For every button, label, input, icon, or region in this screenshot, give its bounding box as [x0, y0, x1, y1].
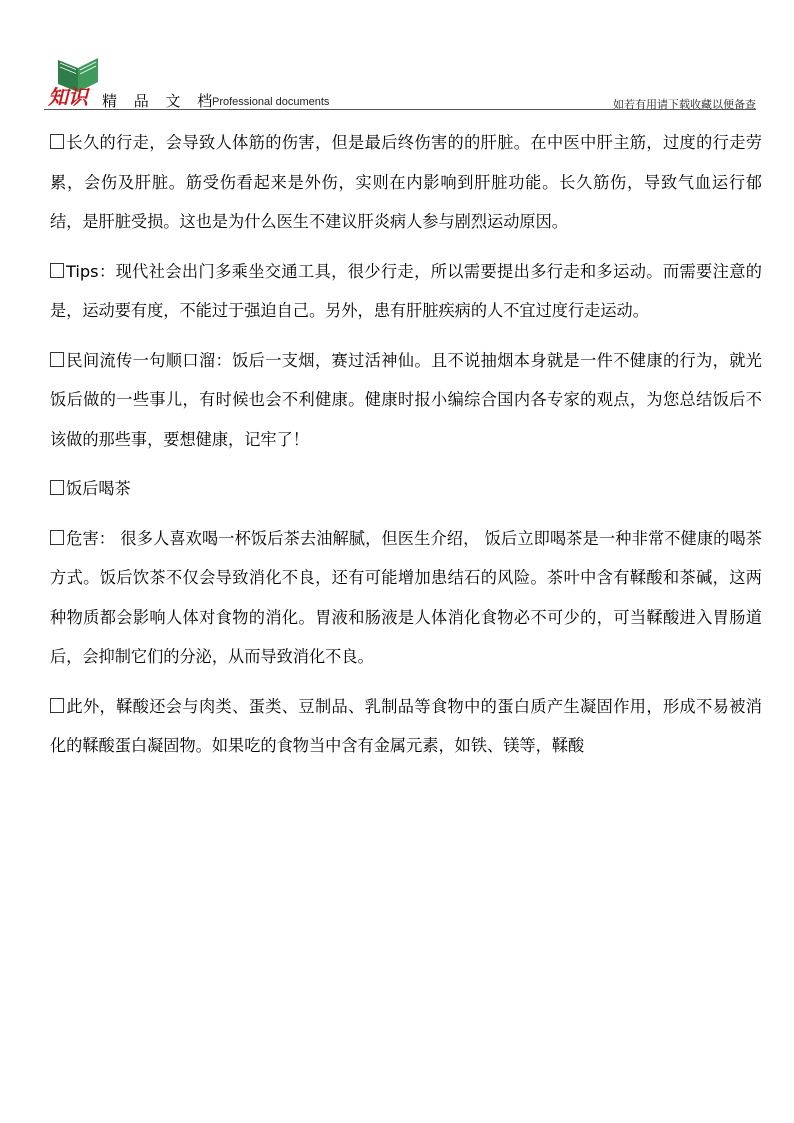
section-heading: 饭后喝茶	[50, 469, 762, 509]
bullet-box-icon	[50, 530, 64, 545]
paragraph: 此外，鞣酸还会与肉类、蛋类、豆制品、乳制品等食物中的蛋白质产生凝固作用，形成不易被消化的鞣酸蛋白凝固物。如果吃的食物当中含有金属元素，如铁、镁等，鞣酸	[50, 696, 762, 755]
bullet-box-icon	[50, 480, 64, 495]
page-header	[44, 52, 756, 112]
bullet-box-icon	[50, 352, 64, 367]
bullet-box-icon	[50, 134, 64, 149]
paragraph: 民间流传一句顺口溜：饭后一支烟，赛过活神仙。且不说抽烟本身就是一件不健康的行为，就光饭后做的一些事儿，有时候也会不利健康。健康时报小编综合国内各专家的观点，为您总结饭后不该做的那些事，要想健康，记牢了！	[50, 350, 762, 449]
brand-subtitle: Professional documents	[212, 96, 330, 108]
header-divider	[44, 109, 756, 110]
header-note: 如若有用请下载收藏以便备查	[613, 98, 756, 111]
brand-title: 精 品 文 档	[102, 92, 219, 110]
paragraph: 危害： 很多人喜欢喝一杯饭后茶去油解腻，但医生介绍， 饭后立即喝茶是一种非常不健康的喝茶方式。饭后饮茶不仅会导致消化不良，还有可能增加患结石的风险。茶叶中含有鞣酸和茶碱，这两种物质都会影响人体对食物的消化。胃液和肠液是人体消化食物必不可少的，可当鞣酸进入胃肠道后，会抑制它们的分泌，从而导致消化不良。	[50, 528, 762, 666]
book-logo-icon	[44, 52, 106, 108]
paragraph: 长久的行走，会导致人体筋的伤害，但是最后终伤害的的肝脏。在中医中肝主筋，过度的行走劳累，会伤及肝脏。筋受伤看起来是外伤，实则在内影响到肝脏功能。长久筋伤，导致气血运行郁结，是肝脏受损。这也是为什么医生不建议肝炎病人参与剧烈运动原因。	[50, 133, 762, 231]
paragraph: Tips：现代社会出门多乘坐交通工具，很少行走，所以需要提出多行走和多运动。而需要注意的是，运动要有度，不能过于强迫自己。另外，患有肝脏疾病的人不宜过度行走运动。	[50, 261, 762, 320]
bullet-box-icon	[50, 698, 64, 713]
document-body	[50, 123, 762, 776]
logo-text: 知识	[48, 85, 88, 108]
bullet-box-icon	[50, 263, 64, 278]
